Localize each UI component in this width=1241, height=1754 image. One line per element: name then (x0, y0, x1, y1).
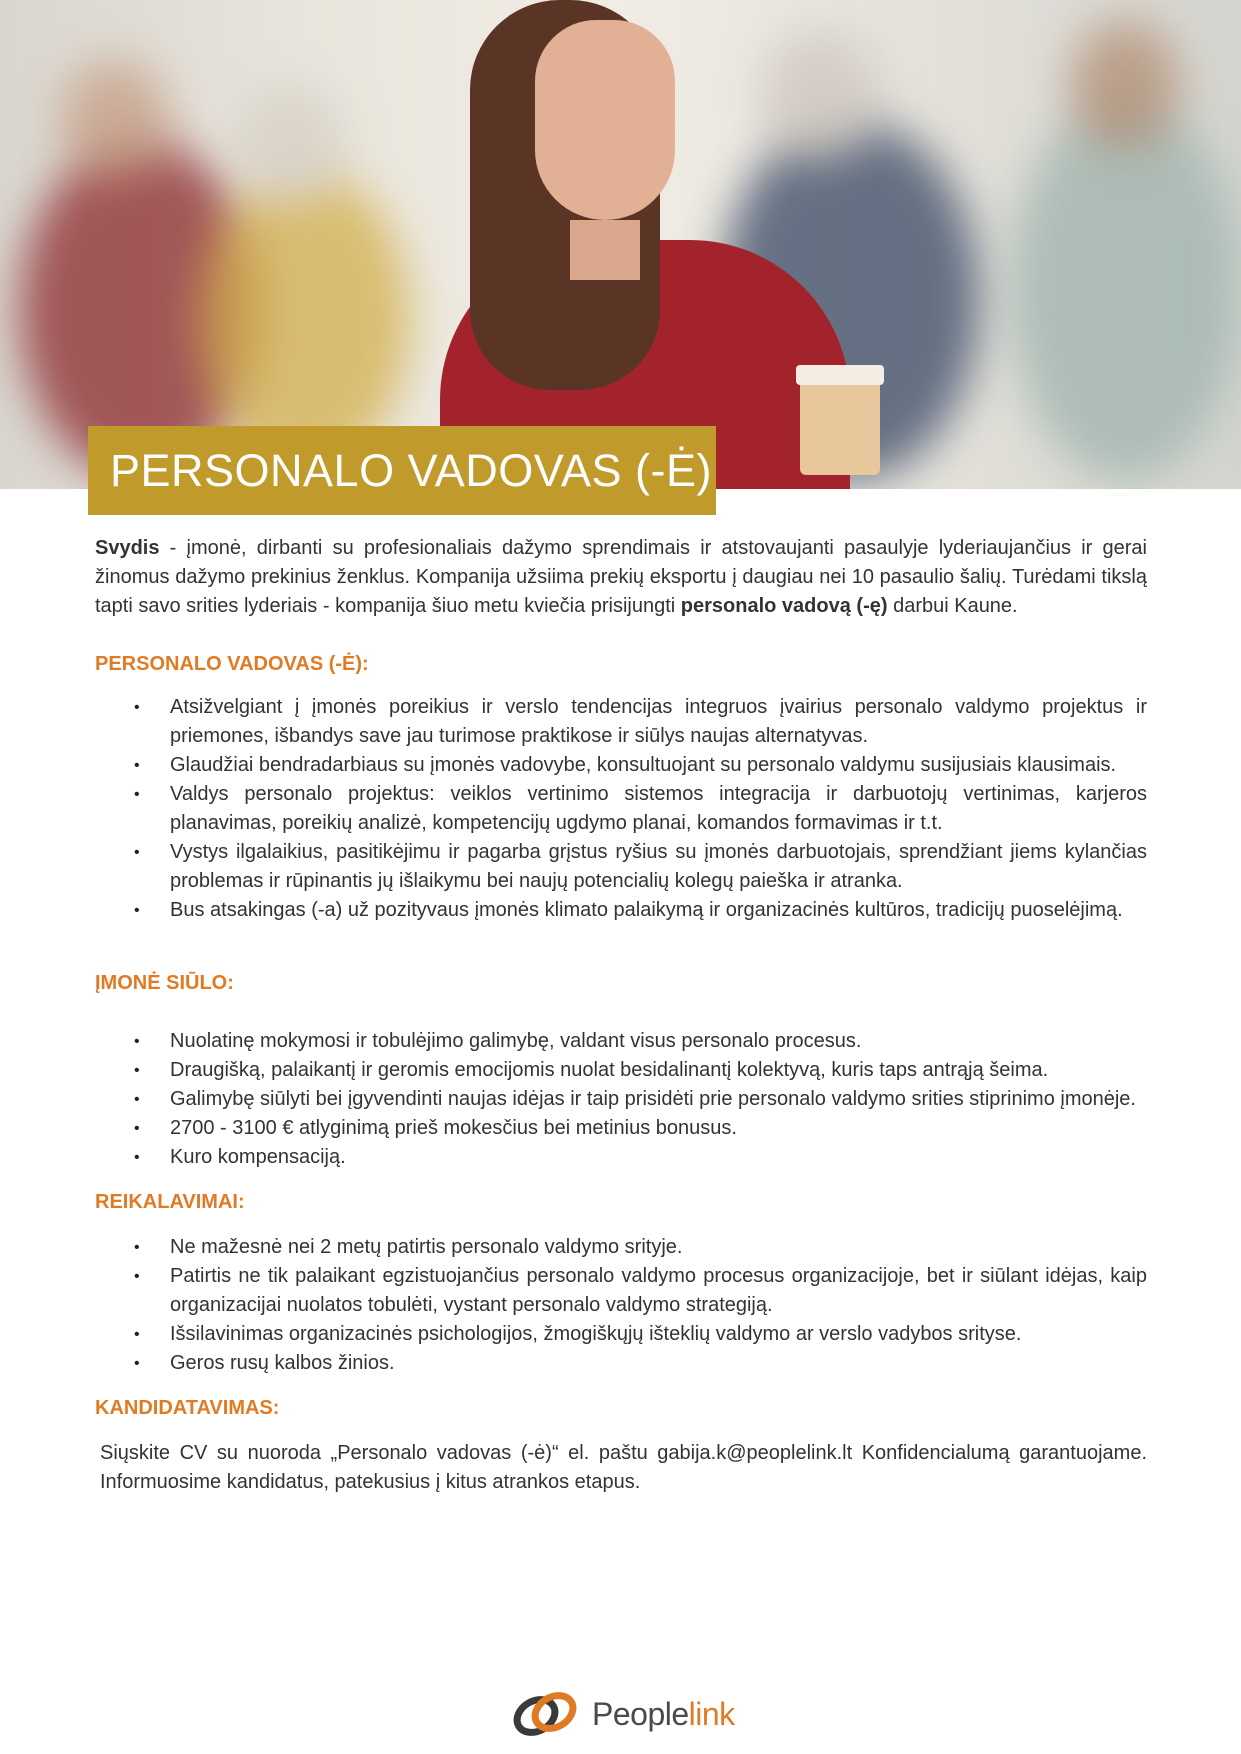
bullet-icon: • (134, 1091, 140, 1108)
list-item: • Geros rusų kalbos žinios. (95, 1349, 1147, 1378)
list-item: • Draugišką, palaikantį ir geromis emocijomis nuolat besidalinantį kolektyvą, kuris taps antrąją šeima. (95, 1056, 1147, 1085)
list-item: • Kuro kompensaciją. (95, 1143, 1147, 1172)
intro-text-2: darbui Kaune. (887, 595, 1018, 617)
job-description (95, 534, 1147, 1497)
company-name: Svydis (95, 537, 160, 559)
position-name: personalo vadovą (-ę) (680, 595, 888, 617)
intro-paragraph (95, 534, 1147, 621)
bullet-icon: • (134, 1062, 140, 1079)
bullet-icon: • (134, 1149, 140, 1166)
list-item: • Valdys personalo projektus: veiklos vertinimo sistemos integracija ir darbuotojų vertinimas, karjeros planavimas, poreikių analizė, kompetencijų ugdymo planai, komandos formavimas ir t.t. (95, 780, 1147, 838)
bullet-icon: • (134, 1120, 140, 1137)
list-item: • Bus atsakingas (-a) už pozityvaus įmonės klimato palaikymą ir organizacinės kultūros, tradicijų puoselėjimą. (95, 896, 1147, 925)
apply-heading: KANDIDATAVIMAS: (95, 1397, 280, 1419)
hero-photo (0, 0, 1241, 489)
apply-text: Siųskite CV su nuoroda „Personalo vadovas (-ė)“ el. paštu gabija.k@peoplelink.lt Konfidencialumą garantuojame. Informuosime kandidatus, patekusius į kitus atrankos etapus. (100, 1442, 1147, 1493)
intro-text-1: - įmonė, dirbanti su profesionaliais dažymo sprendimais ir atstovaujanti pasaulyje lyderiaujančius ir gerai žinomus dažymo prekinius ženklus. Kompanija užsiima prekių eksportu į daugiau nei 10 pasaulio šalių. Turėdami tikslą tapti savo srities lyderiais - kompanija šiuo metu kviečia prisijungti (95, 537, 1147, 617)
bullet-icon: • (134, 699, 140, 716)
duties-heading: PERSONALO VADOVAS (-Ė): (95, 653, 369, 675)
bullet-icon: • (134, 844, 140, 861)
list-item: • Ne mažesnė nei 2 metų patirtis personalo valdymo srityje. (95, 1233, 1147, 1262)
list-item: • 2700 - 3100 € atlyginimą prieš mokesčius bei metinius bonusus. (95, 1114, 1147, 1143)
list-item: • Išsilavinimas organizacinės psichologijos, žmogiškųjų išteklių valdymo ar verslo vadybos srityse. (95, 1320, 1147, 1349)
duties-list (95, 693, 1147, 925)
requirements-heading: REIKALAVIMAI: (95, 1191, 245, 1213)
bullet-icon: • (134, 757, 140, 774)
list-item: • Galimybę siūlyti bei įgyvendinti naujas idėjas ir taip prisidėti prie personalo valdymo srities stiprinimo įmonėje. (95, 1085, 1147, 1114)
list-item: • Vystys ilgalaikius, pasitikėjimu ir pagarba grįstus ryšius su įmonės darbuotojais, sprendžiant jiems kylančias problemas ir rūpinantis jų išlaikymu bei naujų potencialių kolegų paieška ir atranka. (95, 838, 1147, 896)
peoplelink-logo-icon (510, 1684, 582, 1744)
page-title: PERSONALO VADOVAS (-Ė) (110, 445, 712, 496)
list-item: • Patirtis ne tik palaikant egzistuojančius personalo valdymo procesus organizacijoje, bet ir siūlant idėjas, kaip organizacijai nuolatos tobulėti, vystant personalo valdymo strategiją. (95, 1262, 1147, 1320)
list-item: • Glaudžiai bendradarbiaus su įmonės vadovybe, konsultuojant su personalo valdymu susijusiais klausimais. (95, 751, 1147, 780)
offers-list (95, 1027, 1147, 1172)
bullet-icon: • (134, 1239, 140, 1256)
bullet-icon: • (134, 1326, 140, 1343)
list-item: • Atsižvelgiant į įmonės poreikius ir verslo tendencijas integruos įvairius personalo valdymo projektus ir priemones, išbandys save jau turimose praktikose ir siūlys naujas alternatyvas. (95, 693, 1147, 751)
bullet-icon: • (134, 902, 140, 919)
bullet-icon: • (134, 1033, 140, 1050)
bullet-icon: • (134, 786, 140, 803)
bullet-icon: • (134, 1268, 140, 1285)
offers-heading: ĮMONĖ SIŪLO: (95, 972, 234, 994)
peoplelink-logo (510, 1684, 735, 1744)
bullet-icon: • (134, 1355, 140, 1372)
requirements-list (95, 1233, 1147, 1378)
list-item: • Nuolatinę mokymosi ir tobulėjimo galimybę, valdant visus personalo procesus. (95, 1027, 1147, 1056)
title-banner (88, 426, 716, 515)
logo-text: Peoplelink (592, 1695, 735, 1732)
